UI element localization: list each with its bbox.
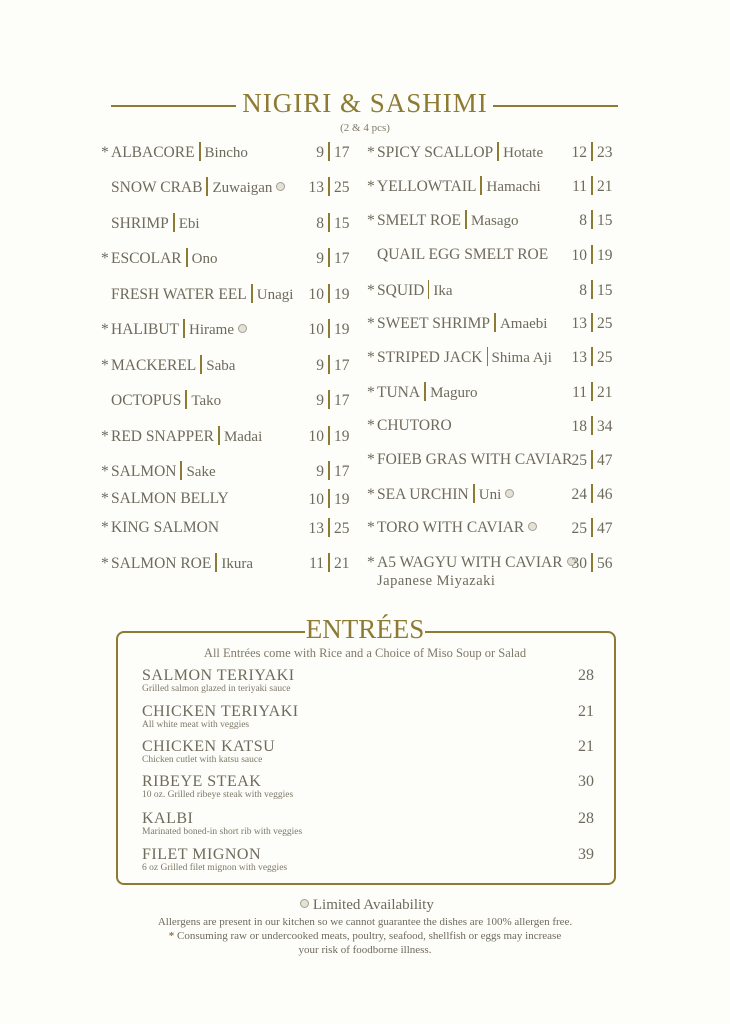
price-divider	[591, 484, 593, 503]
price-2pc: 10	[571, 247, 587, 264]
price-2pc: 10	[308, 286, 324, 303]
item-price	[563, 484, 613, 505]
item-japanese-name: Ono	[191, 251, 218, 267]
item-japanese-name: Ika	[433, 283, 453, 299]
raw-asterisk: *	[101, 519, 109, 536]
entree-name: CHICKEN KATSU	[142, 738, 276, 755]
nigiri-subtitle: (2 & 4 pcs)	[340, 122, 390, 134]
entree-price: 21	[578, 703, 594, 720]
entree-name: RIBEYE STEAK	[142, 773, 262, 790]
menu-item	[101, 319, 247, 339]
item-japanese-name: Hotate	[503, 145, 544, 161]
divider	[215, 553, 217, 572]
price-divider	[328, 142, 330, 161]
entrees-title-text: ENTRÉES	[305, 614, 425, 644]
price-4pc: 34	[597, 418, 613, 435]
price-4pc: 47	[597, 520, 613, 537]
raw-warning-line2: your risk of foodborne illness.	[298, 944, 432, 956]
raw-asterisk: *	[101, 428, 109, 445]
raw-asterisk: *	[367, 349, 375, 366]
price-divider	[591, 245, 593, 264]
menu-item	[101, 426, 262, 446]
item-price	[563, 245, 613, 266]
item-price	[300, 489, 350, 510]
divider	[465, 210, 467, 229]
raw-asterisk: *	[367, 417, 375, 434]
item-price	[563, 313, 613, 334]
price-2pc: 13	[308, 520, 324, 537]
price-2pc: 30	[571, 555, 587, 572]
entree-description: Marinated boned-in short rib with veggies	[142, 827, 303, 837]
entree-description: 6 oz Grilled filet mignon with veggies	[142, 863, 288, 873]
item-name: STRIPED JACK	[377, 349, 483, 366]
price-4pc: 19	[334, 286, 350, 303]
menu-item	[367, 210, 518, 230]
divider	[424, 382, 426, 401]
price-divider	[591, 142, 593, 161]
entree-price: 30	[578, 773, 594, 790]
price-4pc: 17	[334, 144, 350, 161]
limited-availability-icon	[300, 899, 309, 908]
limited-availability-icon	[528, 522, 537, 531]
menu-item	[367, 245, 548, 265]
price-4pc: 56	[597, 555, 613, 572]
raw-asterisk: *	[101, 555, 109, 572]
item-name: SNOW CRAB	[111, 179, 203, 196]
price-2pc: 10	[308, 491, 324, 508]
item-name: A5 WAGYU WITH CAVIAR	[377, 554, 563, 571]
price-divider	[591, 518, 593, 537]
raw-warning	[0, 930, 730, 942]
item-japanese-name: Ebi	[178, 216, 200, 232]
item-name: HALIBUT	[111, 321, 180, 338]
menu-item	[367, 176, 541, 196]
item-price	[563, 176, 613, 197]
menu-item	[101, 355, 235, 375]
divider	[206, 177, 208, 196]
divider	[173, 213, 175, 232]
item-japanese-name: Sake	[186, 464, 216, 480]
price-2pc: 8	[579, 212, 587, 229]
item-name: SHRIMP	[111, 215, 169, 232]
price-divider	[328, 284, 330, 303]
item-name: OCTOPUS	[111, 392, 182, 409]
price-2pc: 24	[571, 486, 587, 503]
entree-name: KALBI	[142, 810, 194, 827]
raw-asterisk: *	[367, 282, 375, 299]
entrees-note: All Entrées come with Rice and a Choice of Miso Soup or Salad	[203, 646, 527, 660]
price-divider	[328, 213, 330, 232]
item-price	[563, 518, 613, 539]
price-4pc: 21	[334, 555, 350, 572]
price-4pc: 21	[597, 384, 613, 401]
allergen-note: Allergens are present in our kitchen so we cannot guarantee the dishes are 100% allergen free.	[157, 916, 573, 928]
item-name: TUNA	[377, 384, 421, 401]
entrees-title	[0, 614, 730, 645]
item-price	[563, 382, 613, 403]
price-2pc: 10	[308, 428, 324, 445]
entree-price: 28	[578, 667, 594, 684]
price-2pc: 13	[571, 349, 587, 366]
menu-item	[367, 484, 514, 504]
menu-item	[367, 142, 543, 162]
menu-item	[101, 142, 248, 162]
price-2pc: 13	[571, 315, 587, 332]
menu-item	[101, 461, 216, 481]
price-4pc: 19	[597, 247, 613, 264]
item-japanese-name: Amaebi	[499, 316, 548, 332]
menu-item	[367, 280, 453, 300]
price-4pc: 17	[334, 357, 350, 374]
item-subtitle: Japanese Miyazaki	[377, 573, 496, 589]
divider	[200, 355, 202, 374]
item-price	[300, 461, 350, 482]
item-name: SALMON BELLY	[111, 490, 229, 507]
entree-price: 21	[578, 738, 594, 755]
raw-asterisk: *	[367, 315, 375, 332]
divider	[183, 319, 185, 338]
item-japanese-name: Zuwaigan	[212, 180, 273, 196]
item-price	[300, 213, 350, 234]
raw-asterisk: *	[101, 321, 109, 338]
limited-legend	[0, 897, 730, 914]
item-name: SALMON ROE	[111, 555, 212, 572]
menu-item	[367, 347, 552, 367]
price-divider	[328, 553, 330, 572]
menu-item	[367, 382, 478, 402]
item-japanese-name: Ikura	[221, 556, 253, 572]
price-divider	[328, 248, 330, 267]
price-divider	[328, 390, 330, 409]
item-name: RED SNAPPER	[111, 428, 214, 445]
menu-item	[367, 518, 537, 538]
divider	[218, 426, 220, 445]
price-2pc: 9	[316, 250, 324, 267]
item-price	[300, 426, 350, 447]
item-name: TORO WITH CAVIAR	[377, 519, 525, 536]
price-4pc: 17	[334, 392, 350, 409]
item-name: SEA URCHIN	[377, 486, 469, 503]
item-price	[300, 355, 350, 376]
divider	[199, 142, 201, 161]
menu-item	[101, 213, 200, 233]
item-name: FRESH WATER EEL	[111, 286, 247, 303]
item-price	[563, 553, 613, 574]
limited-availability-icon	[238, 324, 247, 333]
menu-item	[367, 450, 572, 470]
price-2pc: 8	[316, 215, 324, 232]
item-name: SQUID	[377, 282, 425, 299]
item-price	[300, 177, 350, 198]
price-4pc: 25	[334, 179, 350, 196]
raw-asterisk: *	[101, 357, 109, 374]
price-4pc: 17	[334, 463, 350, 480]
raw-asterisk: *	[367, 486, 375, 503]
limited-availability-icon	[505, 489, 514, 498]
menu-item	[367, 313, 547, 333]
entree-item	[142, 773, 594, 801]
menu-item	[101, 390, 221, 410]
raw-asterisk: *	[367, 384, 375, 401]
menu-item	[101, 177, 285, 197]
price-4pc: 25	[597, 349, 613, 366]
nigiri-title-text: NIGIRI & SASHIMI	[242, 88, 488, 118]
price-divider	[591, 313, 593, 332]
price-divider	[328, 319, 330, 338]
item-price	[563, 280, 613, 301]
price-4pc: 15	[597, 282, 613, 299]
divider	[185, 390, 187, 409]
item-price	[563, 347, 613, 368]
item-japanese-name: Hirame	[189, 322, 235, 338]
divider	[251, 284, 253, 303]
entree-name: CHICKEN TERIYAKI	[142, 703, 299, 720]
price-4pc: 19	[334, 428, 350, 445]
divider	[180, 461, 182, 480]
item-name: QUAIL EGG SMELT ROE	[377, 246, 549, 263]
divider	[473, 484, 475, 503]
item-japanese-name: Bincho	[204, 145, 248, 161]
price-2pc: 9	[316, 144, 324, 161]
limited-availability-icon	[276, 182, 285, 191]
item-japanese-name: Maguro	[430, 385, 478, 401]
menu-item	[101, 553, 253, 573]
divider	[186, 248, 188, 267]
price-2pc: 8	[579, 282, 587, 299]
price-divider	[328, 355, 330, 374]
entree-item	[142, 846, 594, 874]
price-divider	[591, 382, 593, 401]
price-2pc: 9	[316, 463, 324, 480]
item-japanese-name: Hamachi	[486, 179, 541, 195]
item-name: ALBACORE	[111, 144, 195, 161]
item-price	[563, 450, 613, 471]
entree-item	[142, 738, 594, 766]
price-divider	[328, 177, 330, 196]
menu-item	[101, 248, 217, 268]
price-2pc: 9	[316, 357, 324, 374]
item-price	[300, 319, 350, 340]
raw-asterisk: *	[101, 490, 109, 507]
raw-asterisk: *	[367, 451, 375, 468]
price-4pc: 19	[334, 491, 350, 508]
item-price	[563, 416, 613, 437]
item-price	[563, 142, 613, 163]
entree-item	[142, 810, 594, 838]
raw-asterisk: *	[367, 178, 375, 195]
item-japanese-name: Tako	[191, 393, 222, 409]
item-price	[300, 390, 350, 411]
price-divider	[591, 176, 593, 195]
entree-description: All white meat with veggies	[142, 720, 250, 730]
price-4pc: 15	[597, 212, 613, 229]
price-2pc: 13	[308, 179, 324, 196]
price-divider	[328, 426, 330, 445]
price-2pc: 9	[316, 392, 324, 409]
price-4pc: 25	[597, 315, 613, 332]
item-name: YELLOWTAIL	[377, 178, 477, 195]
entree-name: FILET MIGNON	[142, 846, 262, 863]
item-japanese-name: Masago	[470, 213, 519, 229]
divider	[487, 347, 488, 366]
item-price	[300, 142, 350, 163]
menu-item	[367, 553, 576, 589]
price-2pc: 11	[572, 178, 587, 195]
item-name: ESCOLAR	[111, 250, 182, 267]
price-2pc: 12	[571, 144, 587, 161]
price-4pc: 23	[597, 144, 613, 161]
item-price	[300, 248, 350, 269]
price-divider	[328, 461, 330, 480]
entree-price: 39	[578, 846, 594, 863]
raw-warning-text: Consuming raw or undercooked meats, poultry, seafood, shellfish or eggs may increase	[177, 930, 562, 942]
price-4pc: 47	[597, 452, 613, 469]
price-2pc: 11	[572, 384, 587, 401]
item-japanese-name: Unagi	[256, 287, 294, 303]
item-japanese-name: Uni	[478, 487, 502, 503]
price-4pc: 15	[334, 215, 350, 232]
price-4pc: 46	[597, 486, 613, 503]
entree-item	[142, 667, 594, 695]
title-rule-right	[493, 105, 618, 107]
price-2pc: 25	[571, 452, 587, 469]
menu-item	[101, 284, 293, 304]
entree-name: SALMON TERIYAKI	[142, 667, 295, 684]
price-divider	[591, 210, 593, 229]
item-price	[300, 518, 350, 539]
price-4pc: 19	[334, 321, 350, 338]
menu-item	[101, 518, 219, 538]
raw-asterisk: *	[101, 144, 109, 161]
raw-asterisk: *	[367, 212, 375, 229]
item-name: CHUTORO	[377, 417, 452, 434]
divider	[494, 313, 496, 332]
price-divider	[328, 489, 330, 508]
price-2pc: 10	[308, 321, 324, 338]
item-japanese-name: Shima Aji	[491, 350, 552, 366]
menu-item	[101, 489, 229, 509]
raw-asterisk: *	[367, 554, 375, 571]
price-divider	[591, 553, 593, 572]
nigiri-title	[0, 88, 730, 119]
divider	[497, 142, 499, 161]
item-name: SALMON	[111, 463, 177, 480]
price-divider	[591, 416, 593, 435]
price-4pc: 21	[597, 178, 613, 195]
limited-legend-text: Limited Availability	[312, 897, 434, 913]
item-name: MACKEREL	[111, 357, 197, 374]
item-japanese-name: Saba	[206, 358, 236, 374]
item-name: KING SALMON	[111, 519, 220, 536]
item-name: SMELT ROE	[377, 212, 461, 229]
price-divider	[591, 347, 593, 366]
item-name: FOIEB GRAS WITH CAVIAR	[377, 451, 573, 468]
entree-price: 28	[578, 810, 594, 827]
item-price	[300, 284, 350, 305]
price-2pc: 18	[571, 418, 587, 435]
price-4pc: 17	[334, 250, 350, 267]
raw-asterisk: *	[367, 519, 375, 536]
entree-item	[142, 703, 594, 731]
asterisk-icon: *	[168, 930, 175, 942]
item-name: SPICY SCALLOP	[377, 144, 494, 161]
raw-asterisk: *	[101, 463, 109, 480]
price-divider	[591, 280, 593, 299]
item-price	[300, 553, 350, 574]
price-2pc: 11	[309, 555, 324, 572]
raw-asterisk: *	[367, 144, 375, 161]
divider	[480, 176, 482, 195]
price-divider	[591, 450, 593, 469]
menu-item	[367, 416, 452, 436]
item-japanese-name: Madai	[223, 429, 263, 445]
item-price	[563, 210, 613, 231]
price-4pc: 25	[334, 520, 350, 537]
raw-asterisk: *	[101, 250, 109, 267]
divider	[428, 280, 429, 299]
price-2pc: 25	[571, 520, 587, 537]
entree-description: 10 oz. Grilled ribeye steak with veggies	[142, 790, 294, 800]
entree-description: Chicken cutlet with katsu sauce	[142, 755, 263, 765]
title-rule-left	[111, 105, 236, 107]
entree-description: Grilled salmon glazed in teriyaki sauce	[142, 684, 291, 694]
price-divider	[328, 518, 330, 537]
item-name: SWEET SHRIMP	[377, 315, 490, 332]
